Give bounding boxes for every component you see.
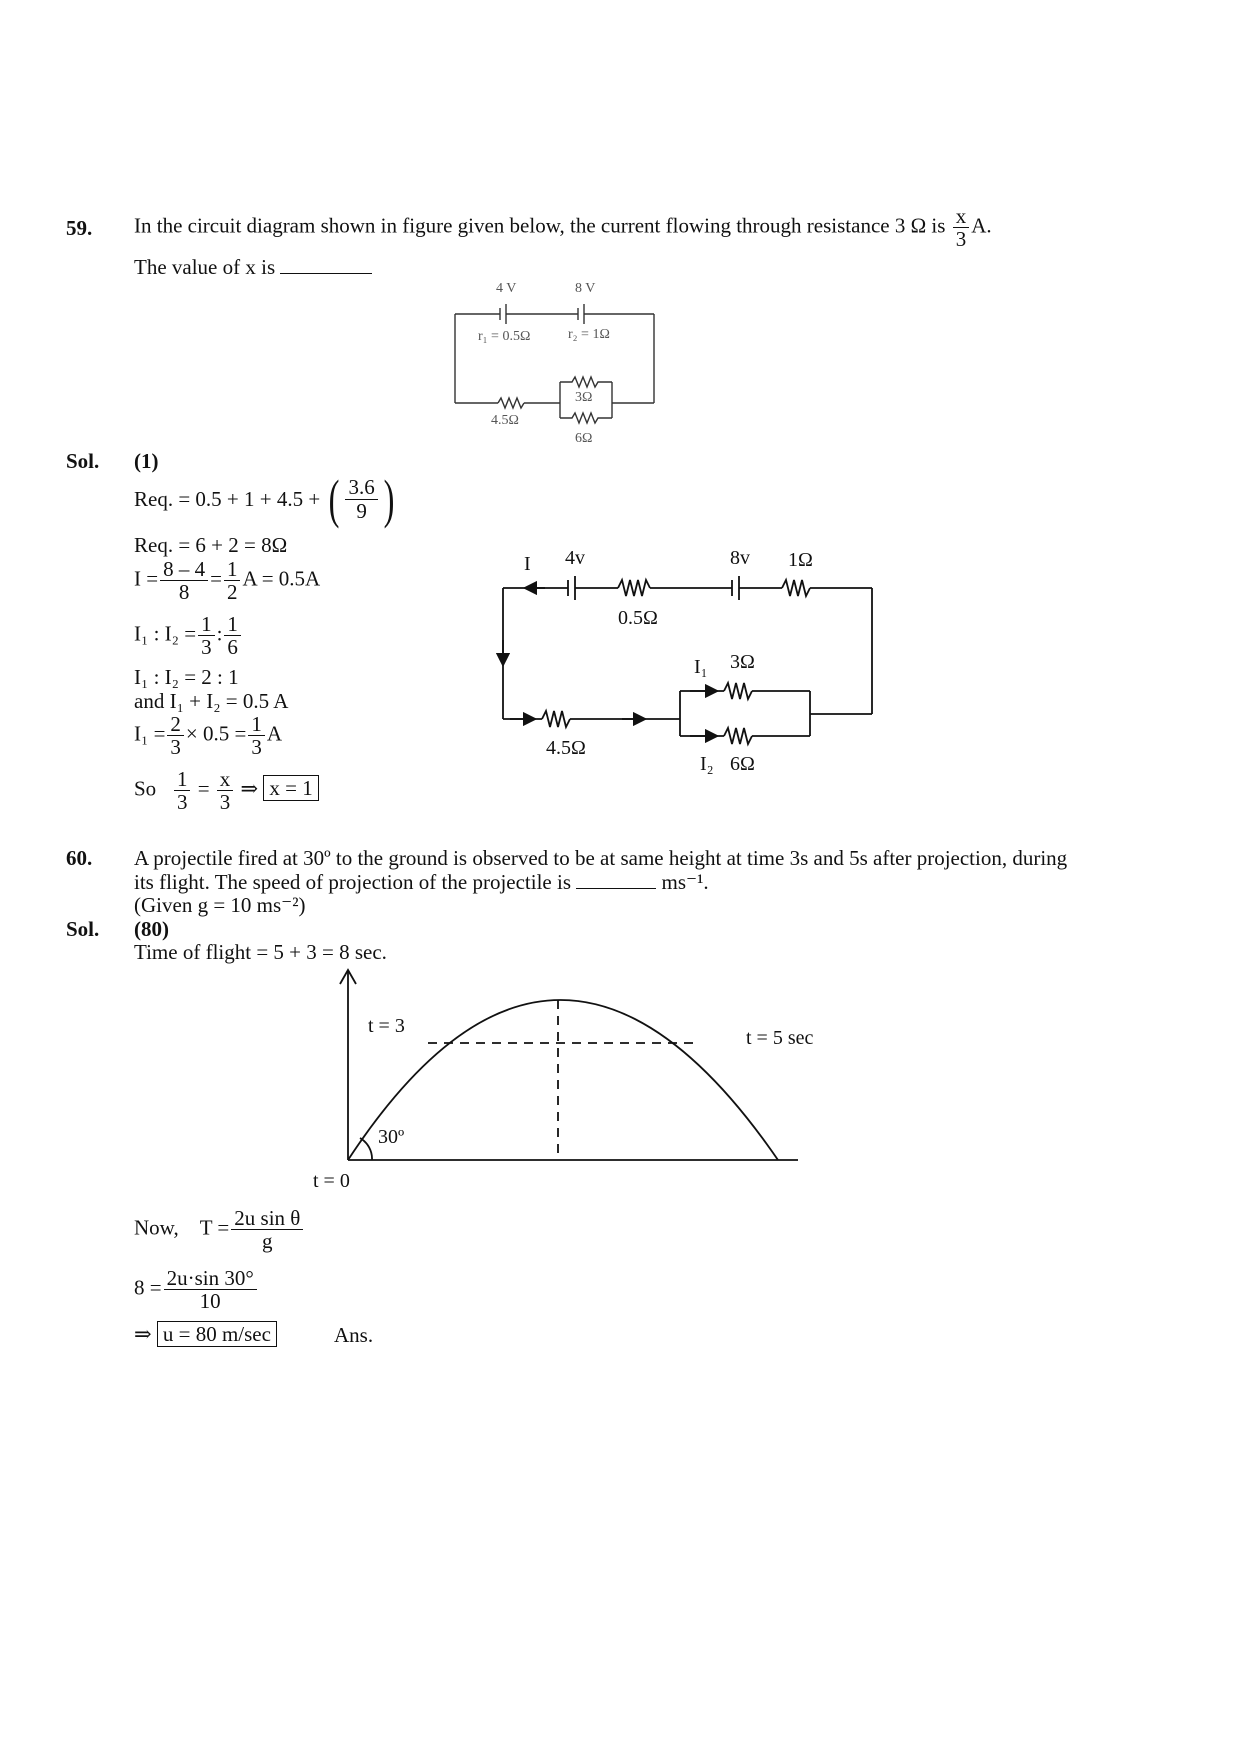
label-4v: 4v — [565, 547, 585, 569]
label-r2: r₂ = 1Ω — [568, 327, 610, 342]
label-4-5-ohm: 4.5Ω — [491, 413, 519, 428]
label-8v: 8v — [730, 547, 750, 569]
label-t5: t = 5 sec — [746, 1027, 814, 1049]
label-3-ohm: 3Ω — [730, 651, 755, 673]
solution-answer: (80) — [134, 917, 169, 941]
ratio-line-2: I₁ : I₂ = 2 : 1 — [134, 665, 239, 689]
question-line3: (Given g = 10 ms⁻²) — [134, 893, 306, 917]
solution-answer: (1) — [134, 449, 159, 473]
question-line2: its flight. The speed of projection of the projectile is ms⁻¹. — [134, 870, 709, 894]
formula-line: Now, T = $\frac{\text{2u sin θ}}{g}$ — [134, 1207, 305, 1252]
label-8v: 8 V — [575, 281, 596, 296]
current-line: I = $\frac{8 - 4}{8}$ = $\frac{1}{2}$ A = 0.5A — [134, 557, 321, 605]
solution-label: Sol. — [66, 917, 100, 941]
label-t0: t = 0 — [313, 1170, 350, 1192]
final-answer-line: ⇒ u = 80 m/sec — [134, 1322, 277, 1346]
equation-line: 8 = $\frac{2u\cdot\sin 30^\circ}{10}$ — [134, 1267, 259, 1312]
label-current-i: I — [524, 553, 531, 575]
question-text: In the circuit diagram shown in figure given below, the current flowing through resistance 3 Ω is $\frac{x}{3}$ A. — [134, 204, 992, 252]
ans-label: Ans. — [334, 1323, 374, 1347]
label-i1: I₁ — [694, 656, 708, 678]
question-stem: In the circuit diagram shown in figure given below, the current flowing through resistance 3 Ω is — [134, 213, 946, 238]
label-r1: r₁ = 0.5Ω — [478, 329, 531, 344]
label-4-5-ohm: 4.5Ω — [546, 737, 586, 759]
question-number: 59. — [66, 216, 93, 240]
answer-box: u = 80 m/sec — [157, 1321, 277, 1347]
answer-box: x = 1 — [263, 775, 318, 801]
i1-line: I₁ = $\frac{2}{3}$ × 0.5 = $\frac{1}{3}$ A — [134, 712, 283, 760]
label-4v: 4 V — [496, 281, 517, 296]
question-circuit-diagram — [440, 276, 670, 451]
time-of-flight: Time of flight = 5 + 3 = 8 sec. — [134, 940, 387, 964]
ratio-line: I₁ : I₂ = $\frac{1}{3}$ : $\frac{1}{6}$ — [134, 613, 243, 658]
label-i2: I₂ — [700, 753, 714, 775]
label-6-ohm: 6Ω — [575, 431, 593, 446]
req-line-2: Req. = 6 + 2 = 8Ω — [134, 533, 288, 557]
fraction: $\frac{x}{3}$ — [953, 205, 970, 250]
req-line-1: Req. = 0.5 + 1 + 4.5 + ( $\frac{3.6}{9}$ ) — [134, 469, 395, 529]
label-t3: t = 3 — [368, 1015, 405, 1037]
solution-circuit-diagram — [490, 540, 890, 785]
label-6-ohm: 6Ω — [730, 753, 755, 775]
projectile-diagram — [300, 960, 830, 1200]
answer-blank — [576, 870, 656, 889]
sum-line: and I₁ + I₂ = 0.5 A — [134, 689, 289, 713]
question-line2: The value of x is — [134, 255, 372, 279]
so-line: So $\frac{1}{3}$ = $\frac{x}{3}$ ⇒ x = 1 — [134, 768, 319, 813]
label-3-ohm: 3Ω — [575, 390, 593, 405]
question-line1: A projectile fired at 30º to the ground is observed to be at same height at time 3s and 5s after projection, during — [134, 846, 1068, 870]
answer-blank — [280, 255, 372, 274]
question-number: 60. — [66, 846, 93, 870]
label-1-ohm: 1Ω — [788, 549, 813, 571]
solution-label: Sol. — [66, 449, 100, 473]
label-0-5-ohm: 0.5Ω — [618, 607, 658, 629]
label-angle: 30º — [378, 1126, 405, 1148]
